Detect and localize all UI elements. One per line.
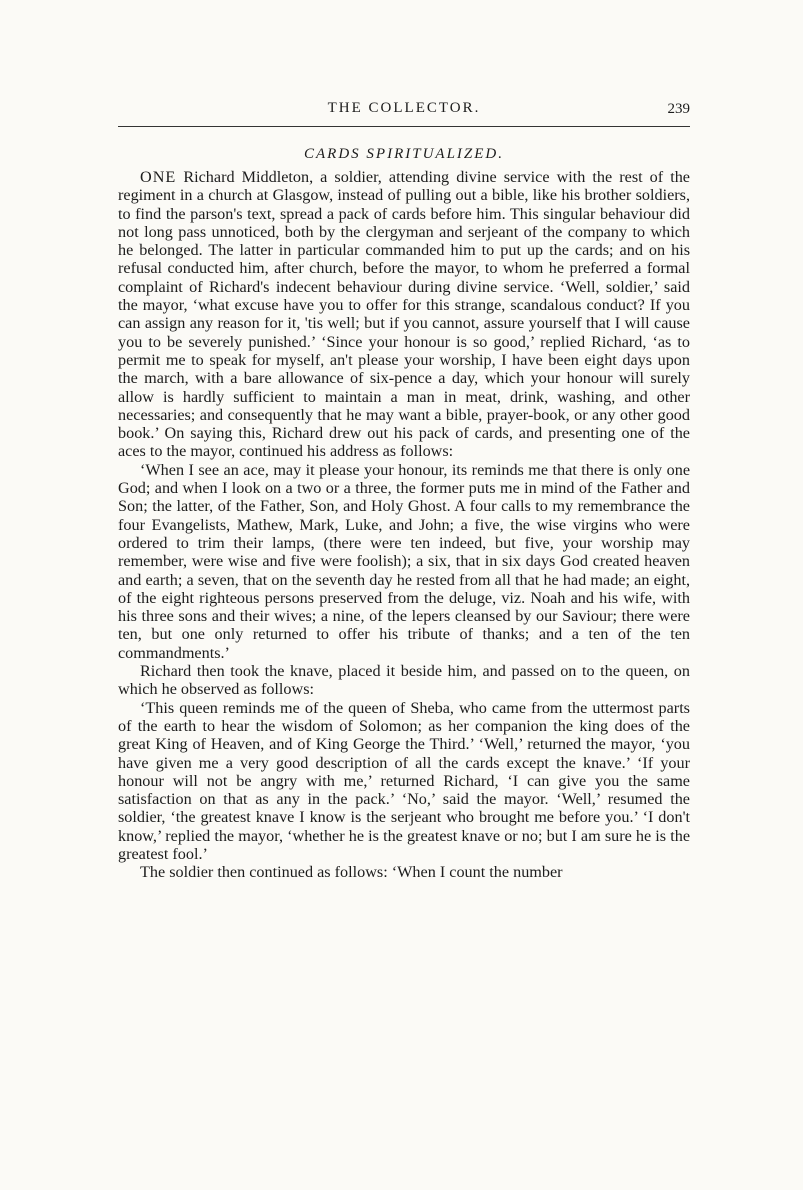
article-body xyxy=(118,168,690,882)
paragraph: The soldier then continued as follows: ‘When I count the number xyxy=(140,863,563,882)
first-word: ONE xyxy=(140,168,177,186)
page-header xyxy=(118,100,690,124)
paragraph: ‘When I see an ace, may it please your honour, its reminds me that there is only one God; and when I look on a two or a three, the former puts me in mind of the Father and Son; the latter, of the Father, Son, and Holy Ghost. A four calls to my remembrance the four Evangelists, Mathew, Mark, Luke, and John; a five, the wise virgins who were ordered to trim their lamps, (there were ten indeed, but five, your worship may remember, were wise and five were foolish); a six, that in six days God created heaven and earth; a seven, that on the seventh day he rested from all that he had made; an eight, of the eight righteous persons preserved from the deluge, viz. Noah and his wife, with his three sons and their wives; a nine, of the lepers cleansed by our Saviour; there were ten, but one only returned to offer his tribute of thanks; and a ten of the ten commandments.’ xyxy=(118,460,690,662)
header-rule xyxy=(118,126,690,127)
paragraph: ‘This queen reminds me of the queen of Sheba, who came from the uttermost parts of the earth to hear the wisdom of Solomon; as her companion the king does of the great King of Heaven, and of King George the Third.’ ‘Well,’ returned the mayor, ‘you have given me a very good description of all the cards except the knave.’ ‘If your honour will not be angry with me,’ returned Richard, ‘I can give you the same satisfaction on that as any in the pack.’ ‘No,’ said the mayor. ‘Well,’ resumed the soldier, ‘the greatest knave I know is the serjeant who brought me before you.’ ‘I don't know,’ replied the mayor, ‘whether he is the greatest knave or no; but I am sure he is the greatest fool.’ xyxy=(118,698,690,863)
article-title: CARDS SPIRITUALIZED. xyxy=(304,146,504,162)
running-title: THE COLLECTOR. xyxy=(327,100,481,116)
paragraph: Richard then took the knave, placed it beside him, and passed on to the queen, on which he observed as follows: xyxy=(118,662,690,699)
paragraph xyxy=(118,168,690,461)
page-number: 239 xyxy=(667,101,690,117)
paragraph-text: Richard Middleton, a soldier, attending divine service with the rest of the regiment in a church at Glasgow, instead of pulling out a bible, like his brother soldiers, to find the parson's text, spread a pack of cards before him. This singular behaviour did not long pass unnoticed, both by the clergyman and serjeant of the company to which he belonged. The latter in particular commanded him to put up the cards; and on his refusal conducted him, after church, before the mayor, to whom he preferred a formal complaint of Richard's indecent behaviour during divine service. ‘Well, soldier,’ said the mayor, ‘what excuse have you to offer for this strange, scandalous conduct? If you can assign any reason for it, 'tis well; but if you cannot, assure yourself that I will cause you to be severely punished.’ ‘Since your honour is so good,’ replied Richard, ‘as to permit me to speak for myself, an't please your worship, I have been eight days upon the march, with a bare allowance of six-pence a day, which your honour will surely allow is hardly sufficient to maintain a man in meat, drink, washing, and other necessaries; and consequently that he may want a bible, prayer-book, or any other good book.’ On saying this, Richard drew out his pack of cards, and presenting one of the aces to the mayor, continued his address as follows: xyxy=(118,168,690,461)
